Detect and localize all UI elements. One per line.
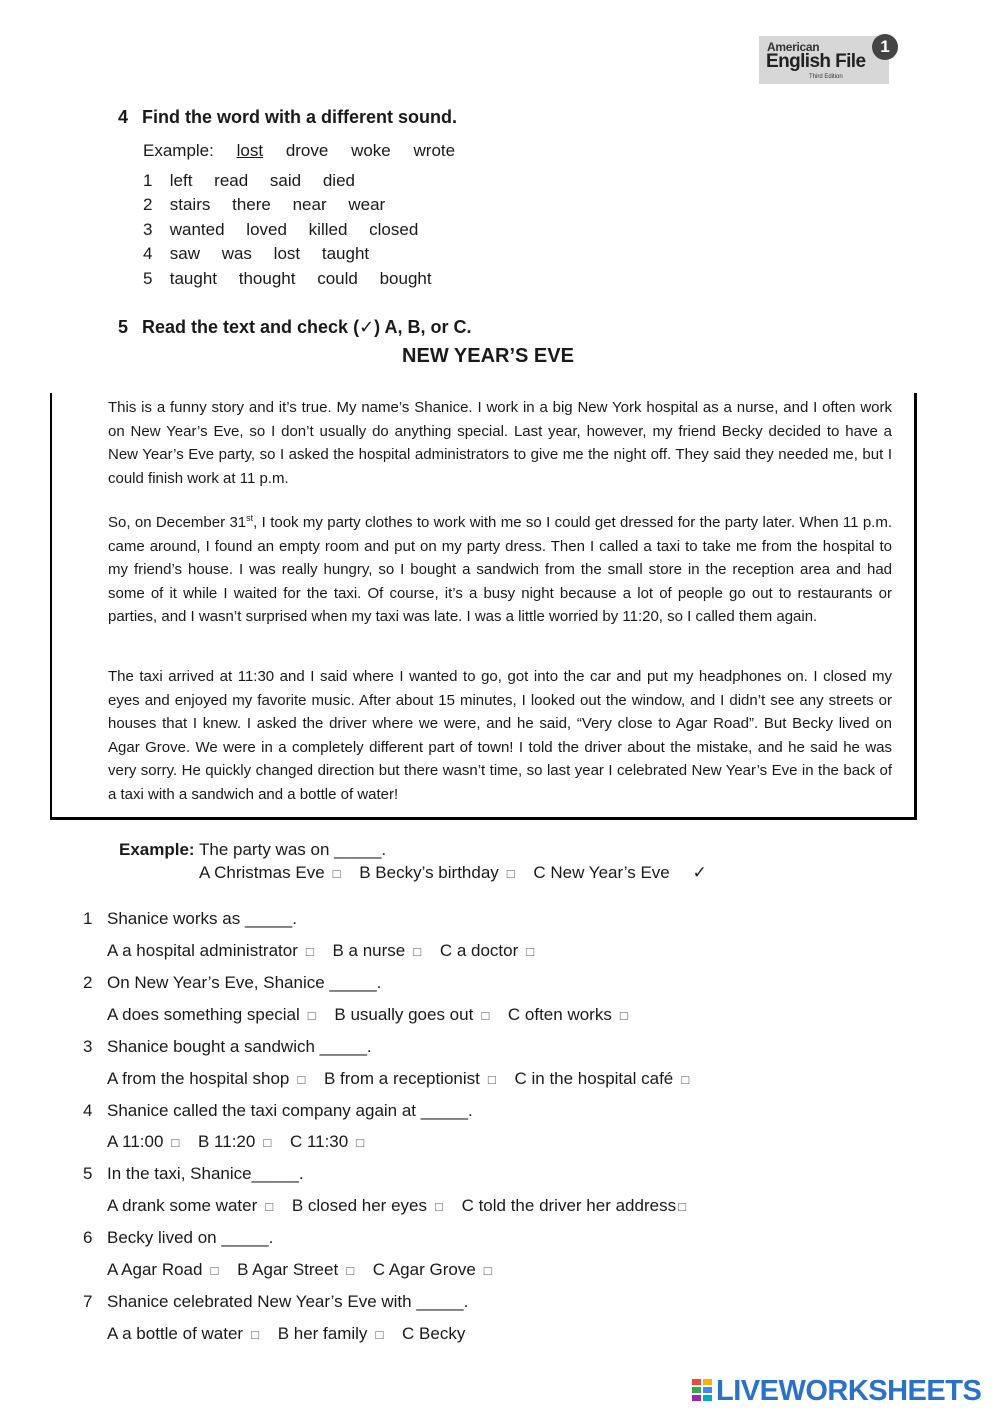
question-number: 5 (83, 1164, 93, 1183)
question-text: Shanice bought a sandwich _____. (107, 1037, 372, 1056)
question-number: 7 (83, 1292, 93, 1311)
logo-line3: Third Edition (809, 74, 843, 80)
paragraph-text: , I took my party clothes to work with me so I could get dressed for the party later. When 11 p.m. came around, I found an empty room and put on my party dress. Then I called a taxi to take me from the hospital to my friend’s house. I was really hungry, so I bought a sandwich from the small store in the reception area and had some of it while I waited for the taxi. Of course, it’s a busy night because a lot of people go out to restaurants or parties, and I wasn’t surprised when my taxi was late. I was a little worried by 11:20, so I called them again. (108, 514, 893, 625)
question-text: Becky lived on _____. (107, 1228, 274, 1247)
option-label: A a bottle of water (107, 1324, 244, 1343)
word-option[interactable]: there (232, 195, 271, 215)
option-label: A does something special (107, 1005, 300, 1024)
word-option[interactable]: said (269, 171, 302, 190)
option-label: C 11:30 (289, 1132, 349, 1151)
section-5-heading (118, 317, 471, 338)
question-number: 3 (83, 1037, 93, 1056)
word-option[interactable]: read (214, 171, 249, 190)
question-options (107, 1324, 465, 1344)
question-text: Shanice celebrated New Year’s Eve with _____. (107, 1292, 469, 1311)
word-option[interactable]: saw (169, 244, 200, 264)
reading-paragraph (108, 507, 892, 629)
option-label: C in the hospital café (514, 1069, 674, 1088)
row-number: 3 (143, 219, 153, 239)
word-row (143, 218, 449, 242)
option-label: C Becky (402, 1324, 466, 1343)
option-label: B usually goes out (334, 1005, 474, 1024)
example-options (199, 863, 707, 883)
option-label: A drank some water (107, 1196, 258, 1215)
word-row (143, 169, 449, 193)
word-option[interactable]: left (169, 171, 193, 190)
question-text: Shanice called the taxi company again at _____. (107, 1101, 473, 1120)
section-number: 4 (118, 107, 129, 127)
checkbox[interactable]: □ (210, 1263, 219, 1278)
checkbox[interactable]: □ (526, 944, 535, 959)
row-number: 5 (143, 268, 153, 288)
option-label: A a hospital administrator (107, 941, 298, 960)
word-row (143, 242, 449, 266)
checkbox[interactable]: □ (356, 1135, 365, 1150)
question (83, 1164, 304, 1184)
question (83, 1037, 372, 1057)
option-label: B a nurse (332, 941, 406, 960)
option-label: B closed her eyes (291, 1196, 427, 1215)
example-word: drove (285, 141, 329, 160)
option-label: B Becky’s birthday (359, 863, 499, 882)
question-options (107, 1005, 642, 1025)
option-label: A from the hospital shop (107, 1069, 290, 1088)
word-option[interactable]: stairs (169, 195, 211, 215)
checkbox[interactable]: □ (307, 1008, 316, 1023)
checkbox[interactable]: □ (483, 1263, 492, 1278)
checkbox[interactable]: □ (678, 1199, 686, 1214)
word-option[interactable]: taught (321, 244, 370, 264)
question-options (107, 1132, 378, 1152)
checkbox[interactable]: □ (346, 1263, 355, 1278)
checkbox[interactable]: □ (487, 1072, 496, 1087)
paragraph-text: So, on December 31 (108, 514, 247, 531)
question-options (107, 1196, 700, 1216)
checkbox[interactable]: □ (681, 1072, 690, 1087)
logo-level-badge: 1 (872, 34, 898, 60)
example-question-text: The party was on _____. (194, 840, 387, 859)
row-number: 1 (143, 171, 153, 190)
checkbox[interactable]: □ (413, 944, 422, 959)
word-option[interactable]: loved (246, 219, 287, 239)
reading-text-box (50, 393, 917, 820)
question-number: 2 (83, 973, 93, 992)
word-list (143, 169, 449, 291)
option-label: C New Year’s Eve (533, 863, 670, 882)
logo-line1: American (767, 40, 820, 54)
option-label: A 11:00 (107, 1132, 164, 1151)
checkbox[interactable]: □ (263, 1135, 272, 1150)
question-number: 1 (83, 909, 93, 928)
option-label: B 11:20 (198, 1132, 256, 1151)
word-option[interactable]: taught (169, 268, 217, 288)
example-label: Example: (143, 141, 214, 160)
checkbox: □ (506, 866, 515, 881)
question-options (107, 1260, 506, 1280)
question-number: 4 (83, 1101, 93, 1120)
example-question (119, 840, 386, 860)
word-option[interactable]: thought (238, 268, 296, 288)
section-4-example (143, 141, 473, 161)
question-text: On New Year’s Eve, Shanice _____. (107, 973, 382, 992)
checkbox[interactable]: □ (481, 1008, 490, 1023)
american-english-file-logo (759, 36, 889, 84)
option-label: C often works (507, 1005, 612, 1024)
checkbox[interactable]: □ (305, 944, 314, 959)
reading-title: NEW YEAR’S EVE (402, 345, 574, 367)
checkbox[interactable]: □ (171, 1135, 180, 1150)
word-row (143, 193, 449, 217)
example-word: lost (236, 141, 264, 160)
option-label: A Christmas Eve (199, 863, 325, 882)
ordinal-suffix: st (246, 513, 254, 523)
question (83, 909, 297, 929)
word-option[interactable]: wear (348, 195, 386, 215)
question-number: 6 (83, 1228, 93, 1247)
example-word: wrote (413, 141, 456, 160)
checkbox[interactable]: □ (265, 1199, 274, 1214)
word-option[interactable]: died (322, 171, 355, 190)
checkbox[interactable]: □ (251, 1327, 259, 1342)
reading-paragraph: This is a funny story and it’s true. My name’s Shanice. I work in a big New York hospital as a nurse, and I often work on New Year’s Eve, so I don’t usually do anything special. Last year, however, my friend Becky decided to have a New Year’s Eve party, so I asked the hospital administrators to give me the night off. They said they needed me, but I could finish work at 11 p.m. (108, 399, 892, 487)
word-option[interactable]: wanted (169, 219, 225, 239)
section-4-heading (118, 107, 457, 128)
checkbox[interactable]: □ (434, 1199, 443, 1214)
question (83, 1228, 273, 1248)
section-heading-text: Read the text and check (✓) A, B, or C. (142, 317, 472, 337)
example-word: woke (351, 141, 391, 160)
logo-line2: English File (766, 51, 866, 72)
question (83, 973, 381, 993)
option-label: B Agar Street (237, 1260, 339, 1279)
watermark-text: LIVEWORKSHEETS (716, 1375, 982, 1407)
question (83, 1101, 473, 1121)
word-option[interactable]: bought (379, 268, 432, 288)
question-text: In the taxi, Shanice_____. (107, 1164, 304, 1183)
reading-paragraph: The taxi arrived at 11:30 and I said where I wanted to go, got into the car and put my headphones on. I closed my eyes and enjoyed my favorite music. After about 15 minutes, I looked out the window, and I didn’t see any streets or houses that I knew. I asked the driver where we were, and he said, “Very close to Agar Road”. But Becky lived on Agar Grove. We were in a completely different part of town! I told the driver about the mistake, and he said he was very sorry. He quickly changed direction but there wasn’t time, so last year I celebrated New Year’s Eve in the back of a taxi with a sandwich and a bottle of water! (108, 668, 892, 803)
word-option[interactable]: closed (369, 219, 419, 239)
word-option[interactable]: could (317, 268, 358, 288)
question-options (107, 941, 548, 961)
option-label: C a doctor (439, 941, 519, 960)
checkbox[interactable]: □ (619, 1008, 628, 1023)
word-option[interactable]: near (292, 195, 327, 215)
word-option[interactable]: killed (308, 219, 348, 239)
question-text: Shanice works as _____. (107, 909, 297, 928)
check-mark-icon: ✓ (692, 863, 707, 882)
word-row (143, 267, 449, 291)
liveworksheets-logo-icon (692, 1379, 712, 1401)
word-option[interactable]: lost (273, 244, 301, 264)
section-heading-text: Find the word with a different sound. (142, 107, 457, 127)
checkbox: □ (332, 866, 341, 881)
option-label: A Agar Road (107, 1260, 203, 1279)
option-label: B her family (277, 1324, 368, 1343)
row-number: 2 (143, 195, 153, 215)
word-option[interactable]: was (221, 244, 252, 264)
option-label: C told the driver her address (461, 1196, 677, 1215)
option-label: C Agar Grove (372, 1260, 476, 1279)
option-label: B from a receptionist (323, 1069, 480, 1088)
question-options (107, 1069, 703, 1089)
question (83, 1292, 468, 1312)
checkbox[interactable]: □ (375, 1327, 384, 1342)
checkbox[interactable]: □ (297, 1072, 306, 1087)
example-label: Example: (119, 840, 195, 859)
section-number: 5 (118, 317, 129, 337)
row-number: 4 (143, 244, 153, 264)
